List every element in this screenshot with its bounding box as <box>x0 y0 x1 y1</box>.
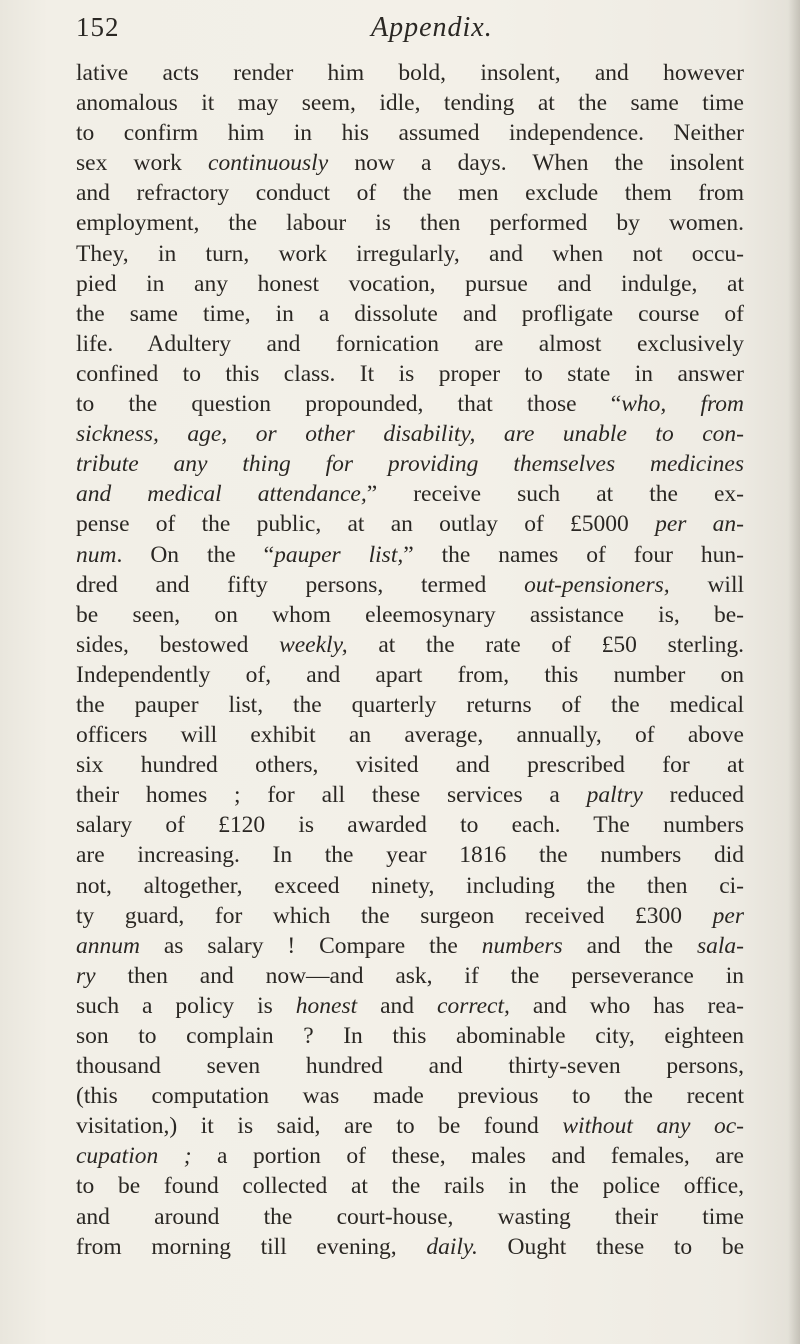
page-edge-shadow <box>788 0 800 1344</box>
text-line <box>76 178 744 208</box>
italic-text: num <box>76 541 117 568</box>
text-segment: are increasing. In the year 1816 the numbers did <box>76 842 744 869</box>
text-segment: and refractory conduct of the men exclude them from <box>76 180 744 207</box>
text-segment: Independently of, and apart from, this number on <box>76 661 744 688</box>
text-segment: as salary ! Compare the <box>139 932 482 959</box>
text-segment: ty guard, for which the surgeon received £300 <box>76 902 713 929</box>
text-line <box>76 509 744 539</box>
text-segment: their homes ; for all these services a <box>76 782 587 809</box>
italic-text: daily. <box>426 1233 478 1260</box>
text-segment: . On the “ <box>116 541 275 568</box>
text-line <box>76 1021 744 1051</box>
text-segment: then and now—and ask, if the perseverance in <box>95 962 744 989</box>
text-segment: to be found collected at the rails in the police office, <box>76 1173 744 1200</box>
text-line <box>76 1051 744 1081</box>
text-line <box>76 901 744 931</box>
text-segment: and who has rea- <box>509 992 744 1019</box>
text-segment: pied in any honest vocation, pursue and indulge, at <box>76 270 744 297</box>
text-line <box>76 720 744 750</box>
text-segment: to confirm him in his assumed independence. Neither <box>76 120 744 147</box>
italic-text: who, from <box>621 391 744 418</box>
italic-text: without any oc- <box>562 1113 744 1140</box>
italic-text: correct, <box>437 992 510 1019</box>
italic-text: annum <box>76 932 140 959</box>
text-segment: not, altogether, exceed ninety, including the then ci- <box>76 872 744 899</box>
italic-text: numbers <box>481 932 563 959</box>
text-segment: such a policy is <box>76 992 296 1019</box>
text-line <box>76 750 744 780</box>
text-line <box>76 58 744 88</box>
text-segment: and the <box>562 932 697 959</box>
text-segment: reduced <box>642 782 744 809</box>
italic-text: cupation ; <box>76 1143 192 1170</box>
text-line <box>76 148 744 178</box>
text-segment: ” receive such at the ex- <box>366 481 744 508</box>
text-line <box>76 419 744 449</box>
text-segment: thousand seven hundred and thirty-seven persons, <box>76 1053 744 1080</box>
text-segment: to the question propounded, that those “ <box>76 391 622 418</box>
running-head <box>76 12 716 56</box>
text-segment: from morning till evening, <box>76 1233 427 1260</box>
italic-text: honest <box>295 992 358 1019</box>
text-segment: Ought these to be <box>477 1233 744 1260</box>
text-line <box>76 299 744 329</box>
text-segment: visitation,) it is said, are to be found <box>76 1113 563 1140</box>
page-number: 152 <box>76 12 120 42</box>
text-segment: ” the names of four hun- <box>403 541 744 568</box>
text-line <box>76 660 744 690</box>
text-segment: lative acts render him bold, insolent, and however <box>76 60 744 86</box>
text-line <box>76 359 744 389</box>
text-segment: salary of £120 is awarded to each. The numbers <box>76 812 744 839</box>
italic-text: sala- <box>697 932 744 959</box>
text-line <box>76 449 744 479</box>
text-segment: the same time, in a dissolute and profligate course of <box>76 300 744 327</box>
text-line <box>76 118 744 148</box>
text-segment: son to complain ? In this abominable city, eighteen <box>76 1023 744 1049</box>
text-segment: now a days. When the insolent <box>328 150 744 177</box>
text-segment: sex work <box>76 150 209 177</box>
italic-text: ry <box>76 962 96 989</box>
text-segment: a portion of these, males and females, are <box>191 1143 744 1170</box>
text-segment: They, in turn, work irregularly, and when not occu- <box>76 240 744 267</box>
text-line <box>76 88 744 118</box>
text-line <box>76 479 744 509</box>
text-line <box>76 239 744 269</box>
text-line <box>76 871 744 901</box>
text-line <box>76 269 744 299</box>
text-segment: at the rate of £50 sterling. <box>347 631 744 658</box>
italic-text: and medical attendance, <box>76 481 367 508</box>
text-line <box>76 630 744 660</box>
text-line <box>76 1111 744 1141</box>
text-segment: dred and fifty persons, termed <box>76 571 525 598</box>
text-line <box>76 329 744 359</box>
text-segment: confined to this class. It is proper to state in answer <box>76 360 744 387</box>
text-segment: anomalous it may seem, idle, tending at the same time <box>76 90 744 117</box>
text-line <box>76 1081 744 1111</box>
text-segment: employment, the labour is then performed by women. <box>76 210 744 237</box>
text-line <box>76 690 744 720</box>
text-line <box>76 780 744 810</box>
italic-text: weekly, <box>279 631 348 658</box>
italic-text: per <box>712 902 744 929</box>
text-segment: be seen, on whom eleemosynary assistance is, be- <box>76 601 744 628</box>
text-segment: (this computation was made previous to the recent <box>76 1083 744 1110</box>
text-line <box>76 1141 744 1171</box>
text-segment: the pauper list, the quarterly returns of the medical <box>76 691 744 718</box>
text-line <box>76 540 744 570</box>
text-line <box>76 208 744 238</box>
text-line <box>76 1171 744 1201</box>
body-text <box>76 58 744 1262</box>
text-segment: six hundred others, visited and prescribed for at <box>76 752 744 779</box>
text-line <box>76 810 744 840</box>
text-segment: and <box>357 992 438 1019</box>
italic-text: continuously <box>208 150 329 177</box>
italic-text: per an- <box>655 511 744 538</box>
text-line <box>76 389 744 419</box>
text-line <box>76 570 744 600</box>
text-line <box>76 931 744 961</box>
text-segment: officers will exhibit an average, annually, of above <box>76 722 744 749</box>
italic-text: sickness, age, or other disability, are unable to con- <box>76 421 744 448</box>
italic-text: pauper list, <box>274 541 404 568</box>
italic-text: out-pensioners, <box>524 571 670 598</box>
text-segment: life. Adultery and fornication are almost exclusively <box>76 330 744 357</box>
text-line <box>76 1202 744 1232</box>
text-segment: and around the court-house, wasting their time <box>76 1203 744 1230</box>
italic-text: paltry <box>586 782 643 809</box>
text-segment: pense of the public, at an outlay of £5000 <box>76 511 656 538</box>
text-line <box>76 961 744 991</box>
running-title: Appendix. <box>371 12 493 43</box>
text-line <box>76 991 744 1021</box>
text-segment: sides, bestowed <box>76 631 280 658</box>
text-segment: will <box>669 571 744 598</box>
text-line <box>76 600 744 630</box>
text-line <box>76 840 744 870</box>
text-line <box>76 1232 744 1262</box>
italic-text: tribute any thing for providing themselves medicines <box>76 451 744 478</box>
